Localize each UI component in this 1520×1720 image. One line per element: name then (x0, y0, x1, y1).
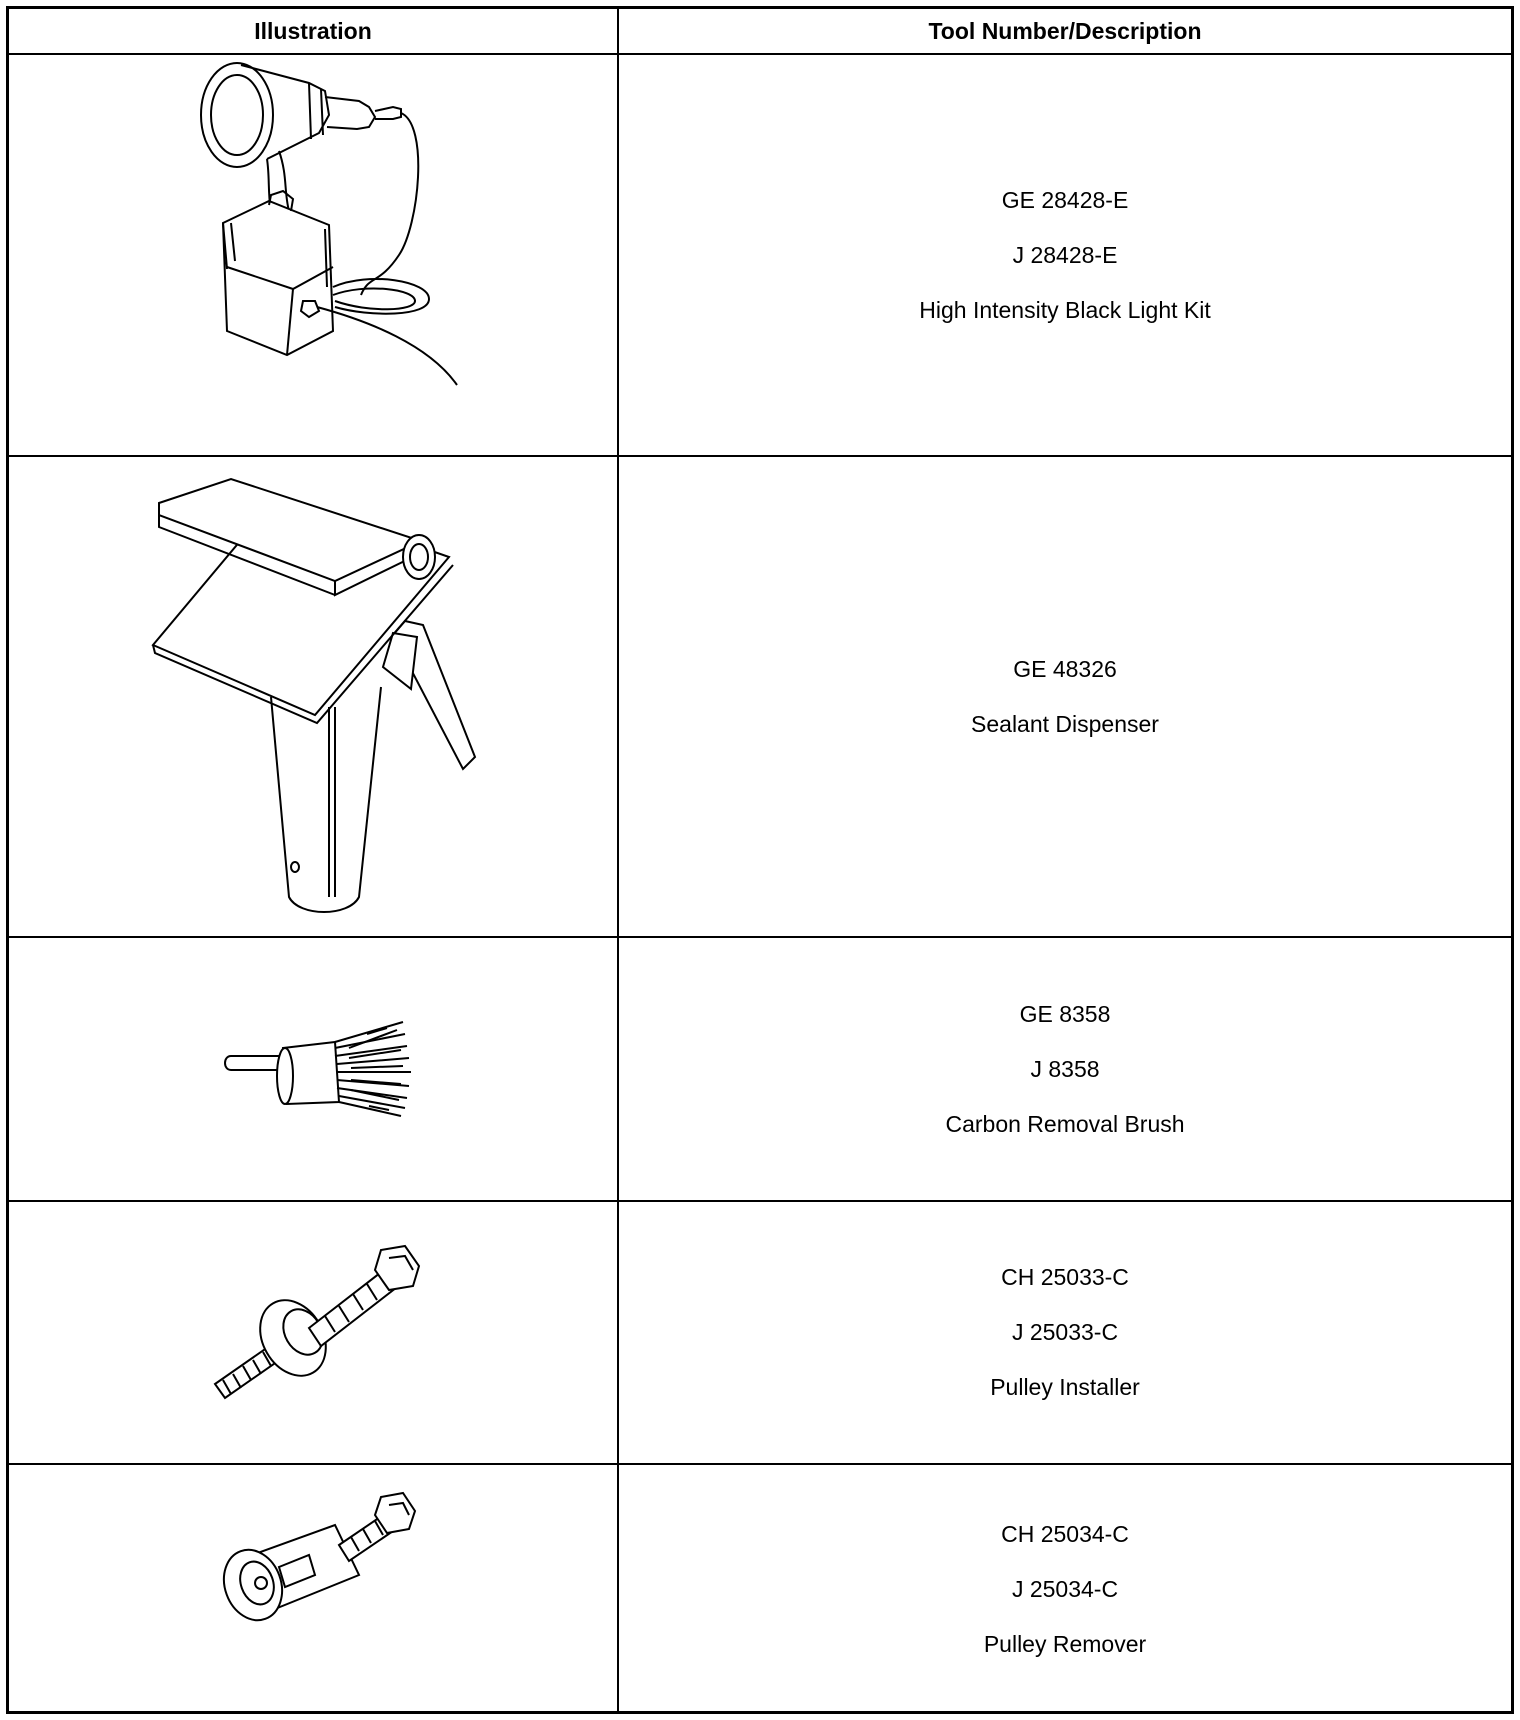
table-row (9, 1463, 1511, 1714)
tool-description-cell (619, 457, 1511, 936)
tool-number: GE 8358 (1019, 1000, 1111, 1027)
tool-number-alt: J 25034-C (1011, 1576, 1119, 1602)
tool-description-cell (619, 1465, 1511, 1714)
tool-number: GE 28428-E (1001, 186, 1129, 213)
pulley-installer-illustration (9, 1202, 617, 1463)
table-row (9, 455, 1511, 936)
tool-number: CH 25033-C (1001, 1264, 1129, 1290)
table-row (9, 53, 1511, 455)
black-light-kit-illustration (9, 55, 617, 455)
carbon-brush-illustration (9, 938, 617, 1200)
tool-number: GE 48326 (1013, 655, 1117, 682)
illustration-cell (9, 1465, 619, 1714)
table-header-row (9, 9, 1511, 53)
illustration-cell (9, 1202, 619, 1463)
tool-description: Pulley Installer (990, 1374, 1140, 1400)
illustration-cell (9, 55, 619, 455)
tool-description: Carbon Removal Brush (945, 1110, 1185, 1137)
tool-number-alt: J 25033-C (1011, 1319, 1119, 1345)
table-row (9, 936, 1511, 1200)
illustration-cell (9, 938, 619, 1200)
header-illustration: Illustration (9, 9, 619, 53)
tool-description-cell (619, 938, 1511, 1200)
tool-description-cell (619, 1202, 1511, 1463)
illustration-cell (9, 457, 619, 936)
tool-description: High Intensity Black Light Kit (919, 296, 1211, 323)
tool-description-cell (619, 55, 1511, 455)
tool-description: Pulley Remover (983, 1631, 1147, 1657)
tool-number-alt: J 28428-E (1012, 241, 1118, 268)
tool-number: CH 25034-C (1001, 1521, 1129, 1547)
tool-table (6, 6, 1514, 1714)
tool-number-alt: J 8358 (1030, 1055, 1100, 1082)
pulley-remover-illustration (9, 1465, 617, 1714)
table-row (9, 1200, 1511, 1463)
tool-description: Sealant Dispenser (971, 710, 1159, 737)
header-tool-description: Tool Number/Description (928, 17, 1202, 44)
sealant-dispenser-illustration (9, 457, 617, 936)
